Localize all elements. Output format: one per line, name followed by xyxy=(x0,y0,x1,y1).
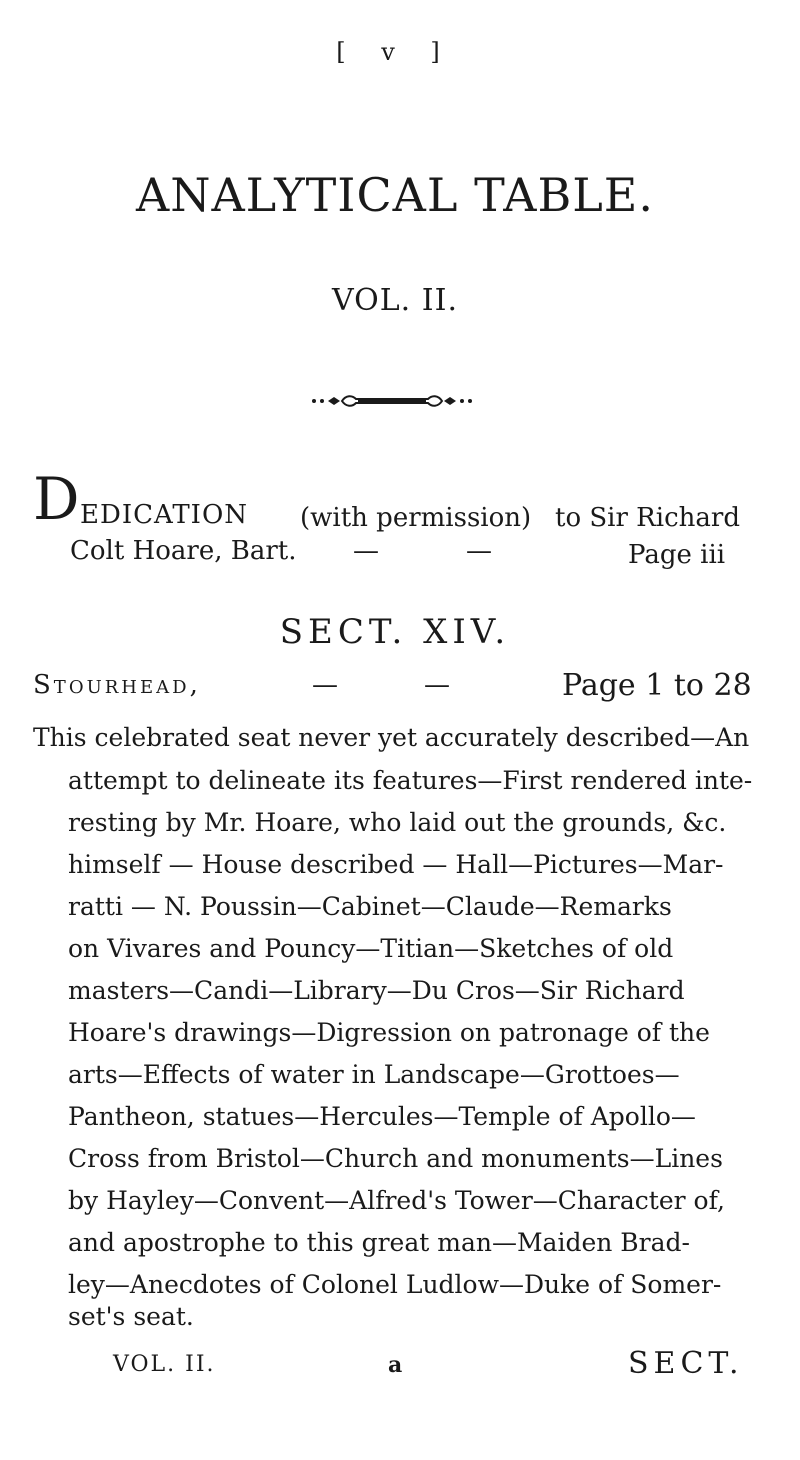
text-line: masters—Candi—Library—Du Cros—Sir Richard xyxy=(68,976,685,1005)
text-line: This celebrated seat never yet accurately described—An xyxy=(33,723,750,752)
signature-mark: a xyxy=(388,1352,403,1378)
footer-volume: VOL. II. xyxy=(113,1352,216,1377)
dedication-permission: (with permission) xyxy=(300,503,532,533)
text-line: set's seat. xyxy=(68,1302,194,1331)
volume-heading: VOL. II. xyxy=(332,283,458,318)
dedication-heading: EDICATION xyxy=(80,500,249,530)
text-line: on Vivares and Pouncy—Titian—Sketches of old xyxy=(68,934,674,963)
page-title: ANALYTICAL TABLE. xyxy=(135,168,655,222)
entry-dash: — xyxy=(312,670,338,700)
text-line: resting by Mr. Hoare, who laid out the grounds, &c. xyxy=(68,808,727,837)
text-line: ratti — N. Poussin—Cabinet—Claude—Remarks xyxy=(68,892,672,921)
text-line: Pantheon, statues—Hercules—Temple of Apollo— xyxy=(68,1102,696,1131)
text-line: Hoare's drawings—Digression on patronage of the xyxy=(68,1018,710,1047)
dedication-recipient-name: Colt Hoare, Bart. xyxy=(70,536,297,566)
text-line: himself — House described — Hall—Pictures—Mar- xyxy=(68,850,724,879)
entry-title-text: Stourhead, xyxy=(33,670,201,700)
text-line: arts—Effects of water in Landscape—Grottoes— xyxy=(68,1060,680,1089)
section-heading: SECT. XIV. xyxy=(279,612,511,652)
catchword: SECT. xyxy=(628,1346,744,1381)
ornamental-rule-icon xyxy=(300,391,480,415)
dedication-dash: — xyxy=(466,536,492,566)
dedication-recipient: to Sir Richard xyxy=(555,503,740,533)
text-line: attempt to delineate its features—First rendered inte- xyxy=(68,766,753,795)
entry-page-ref: Page 1 to 28 xyxy=(562,668,752,703)
dedication-initial: D xyxy=(33,465,80,533)
entry-title xyxy=(33,670,201,700)
text-line: ley—Anecdotes of Colonel Ludlow—Duke of Somer- xyxy=(68,1270,722,1299)
page-number: [ v ] xyxy=(336,38,454,66)
dedication-dash: — xyxy=(353,536,379,566)
entry-dash: — xyxy=(424,670,450,700)
text-line: by Hayley—Convent—Alfred's Tower—Character of, xyxy=(68,1186,725,1215)
text-line: and apostrophe to this great man—Maiden Brad- xyxy=(68,1228,690,1257)
dedication-page-ref: Page iii xyxy=(628,540,726,570)
text-line: Cross from Bristol—Church and monuments—Lines xyxy=(68,1144,723,1173)
